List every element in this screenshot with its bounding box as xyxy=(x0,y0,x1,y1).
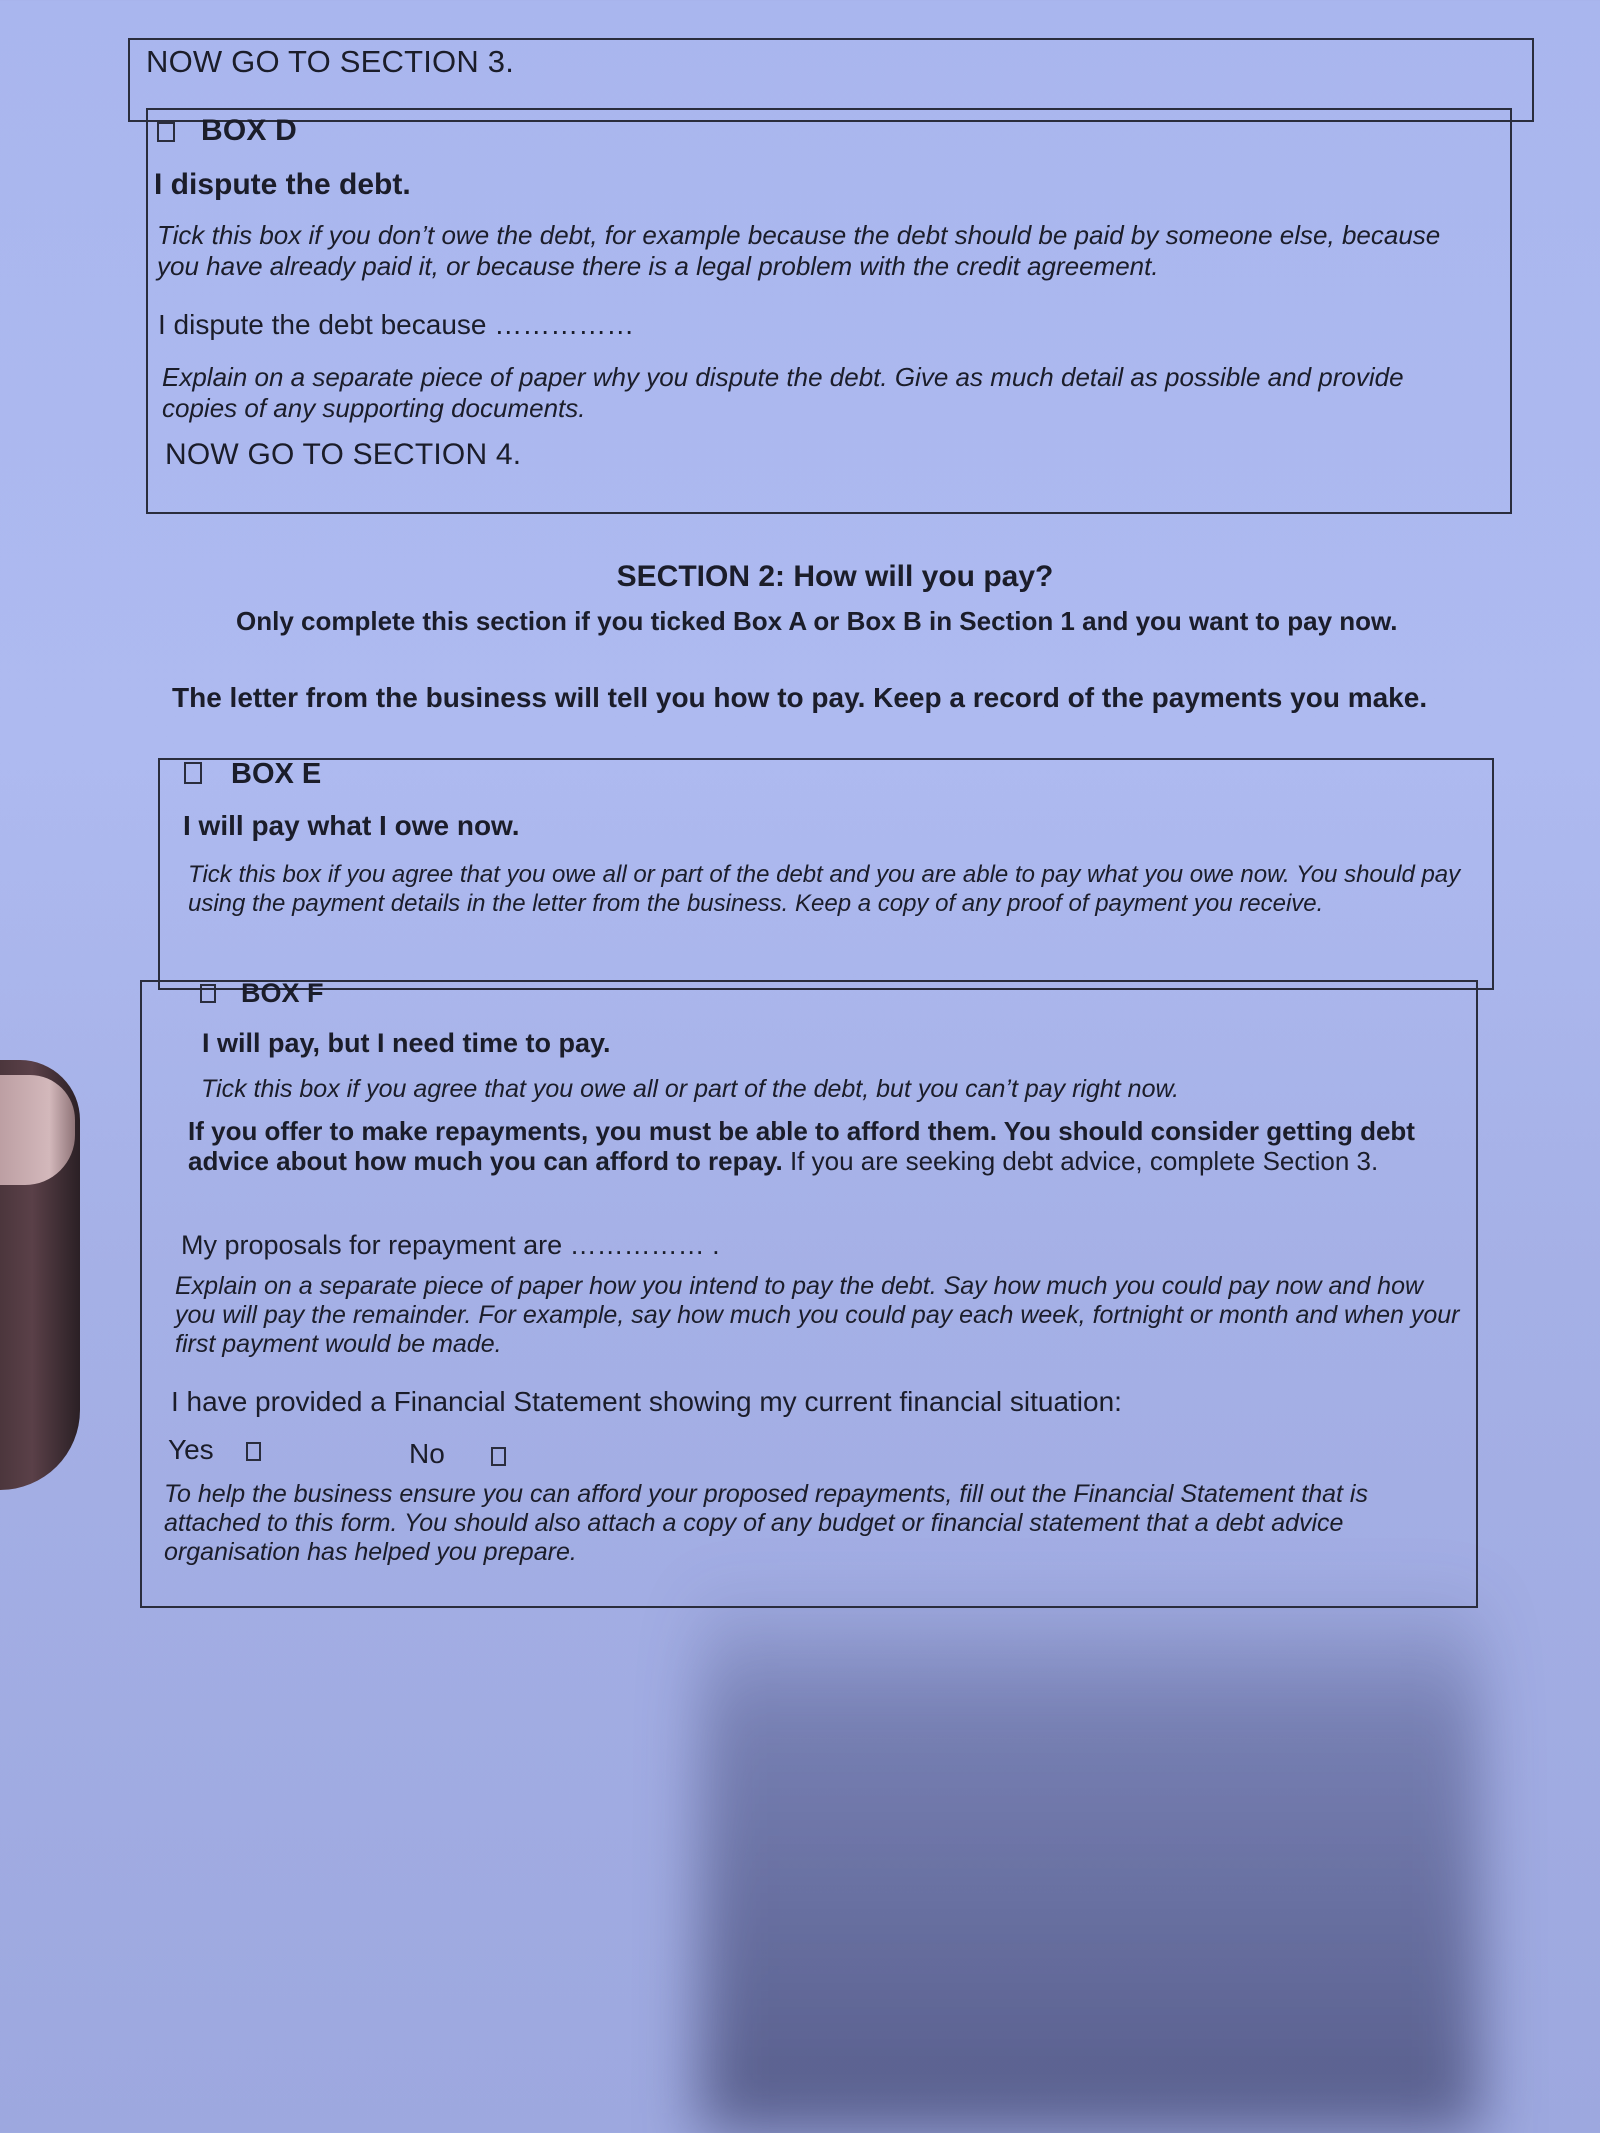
yes-label: Yes xyxy=(168,1434,214,1465)
box-e-heading: I will pay what I owe now. xyxy=(183,810,520,841)
box-f-instruction: Tick this box if you agree that you owe all or part of the debt, but you can’t pay right now. xyxy=(201,1075,1180,1103)
no-checkbox[interactable] xyxy=(491,1447,506,1466)
box-d-explain: Explain on a separate piece of paper why you dispute the debt. Give as much detail as possible and provide copies of any supporting documents. xyxy=(162,362,1404,423)
box-e-checkbox[interactable] xyxy=(184,762,202,784)
box-f-explain: Explain on a separate piece of paper how you intend to pay the debt. Say how much you could pay now and how you will pay the remainder. For example, say how much you could pay each week, fortnight or month and when your first payment would be made. xyxy=(175,1272,1460,1358)
yes-checkbox[interactable] xyxy=(246,1442,261,1461)
box-f-advice-bold: If you offer to make repayments, you must be able to afford them. You should consider getting debt advice about how much you can afford to repay. xyxy=(188,1116,1415,1176)
box-d-instruction: Tick this box if you don’t owe the debt, for example because the debt should be paid by someone else, because you have already paid it, or because there is a legal problem with the credit agreement. xyxy=(157,220,1441,281)
box-f-checkbox[interactable] xyxy=(200,984,216,1003)
box-f-field[interactable]: My proposals for repayment are …………… . xyxy=(181,1230,720,1260)
box-d-label: BOX D xyxy=(201,114,298,147)
box-f-statement-question: I have provided a Financial Statement showing my current financial situation: xyxy=(171,1386,1122,1417)
no-label: No xyxy=(409,1438,445,1469)
section3-note: NOW GO TO SECTION 3. xyxy=(146,44,515,79)
box-d-field[interactable]: I dispute the debt because …………… xyxy=(158,309,635,340)
section2-title: SECTION 2: How will you pay? xyxy=(616,560,1054,593)
box-d-checkbox[interactable] xyxy=(157,122,175,142)
box-e-label: BOX E xyxy=(231,758,322,790)
box-d-heading: I dispute the debt. xyxy=(154,168,411,201)
box-f-heading: I will pay, but I need time to pay. xyxy=(202,1028,611,1058)
box-f-label: BOX F xyxy=(241,978,324,1008)
lighting-shadow xyxy=(700,1580,1480,2133)
section2-note: The letter from the business will tell you how to pay. Keep a record of the payments you make. xyxy=(172,682,1428,713)
box-d-next: NOW GO TO SECTION 4. xyxy=(165,438,522,471)
box-e-instruction: Tick this box if you agree that you owe all or part of the debt and you are able to pay what you owe now. You should pay using the payment details in the letter from the business. Keep a copy of any proof of payment you receive. xyxy=(188,861,1461,917)
box-f-advice-rest: If you are seeking debt advice, complete Section 3. xyxy=(782,1146,1379,1176)
box-f-advice xyxy=(188,1116,1458,1176)
box-f-help: To help the business ensure you can afford your proposed repayments, fill out the Financial Statement that is attached to this form. You should also attach a copy of any budget or financial statement that a debt advice organisation has helped you prepare. xyxy=(164,1480,1368,1566)
section2-subtitle: Only complete this section if you ticked Box A or Box B in Section 1 and you want to pay now. xyxy=(236,606,1398,636)
